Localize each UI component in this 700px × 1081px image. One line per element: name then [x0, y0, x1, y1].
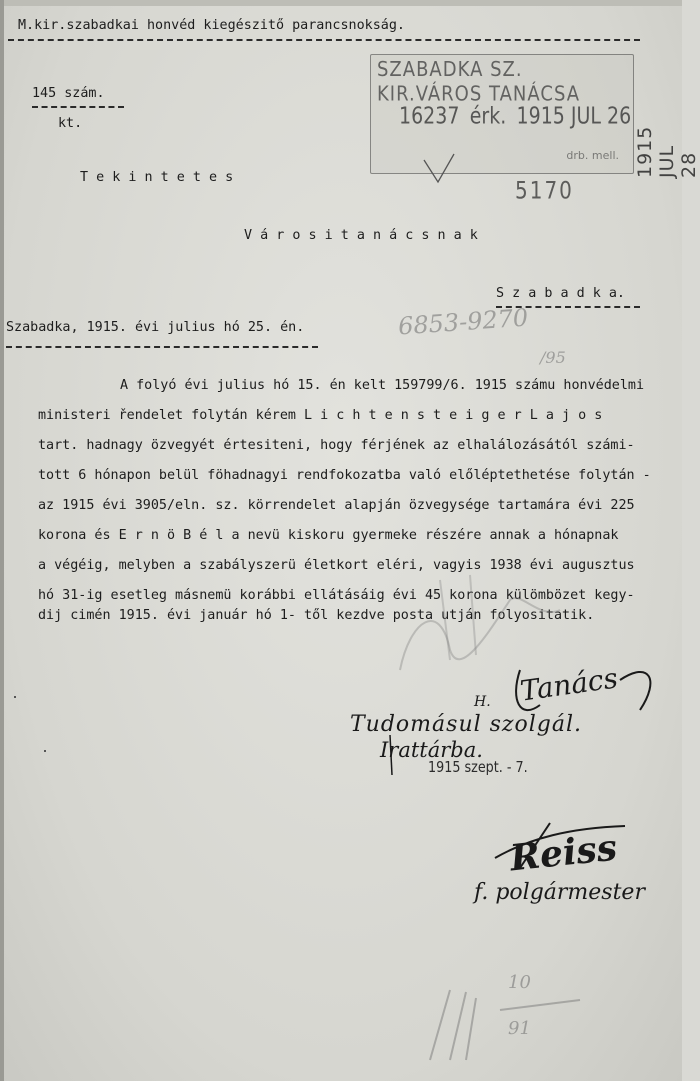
handwritten-mark: H.: [474, 694, 491, 710]
recipient: V á r o s i t a n á c s n a k: [244, 228, 478, 243]
reference-rule: [32, 106, 124, 108]
body-line: a végéig, melyben a szabályszerü életkort eléri, vagyis 1938 évi augusztus: [38, 558, 635, 573]
handwritten-archive: Irattárba.: [380, 738, 483, 762]
dateline: Szabadka, 1915. évi julius hó 25. én.: [6, 320, 305, 335]
vertical-date-stamp: 1915 JUL 28: [634, 125, 700, 178]
header-rule: [8, 39, 640, 41]
pencil-reference: 6853-9270: [397, 303, 530, 341]
speck: [44, 750, 46, 752]
salutation: T e k i n t e t e s: [80, 170, 234, 185]
reference-number: 145 szám.: [32, 86, 105, 101]
letterhead-org: M.kir.szabadkai honvéd kiegészitő parancsnokság.: [18, 18, 405, 33]
stamp-annex: drb. mell.: [566, 149, 619, 162]
check-mark-icon: [420, 150, 460, 186]
body-line: tart. hadnagy özvegyét értesiteni, hogy férjének az elhalálozásától számi-: [38, 438, 635, 453]
pencil-number-bottom: 91: [508, 1018, 531, 1039]
stamp-second-number: 5170: [515, 175, 574, 205]
body-line: dij cimén 1915. évi január hó 1- től kezdve posta utján folyositatik.: [38, 608, 595, 623]
stamp-date: 1915 JUL 26: [516, 103, 632, 130]
signature-flourish: [490, 818, 630, 878]
body-line: az 1915 évi 3905/eln. sz. körrendelet alapján özvegysége tartamára évi 225: [38, 498, 635, 513]
stamp-number: 16237: [399, 103, 460, 130]
body-line: A folyó évi julius hó 15. én kelt 159799/6. 1915 számu honvédelmi: [120, 378, 645, 393]
speck: [14, 696, 16, 698]
stamp-number-row: [399, 96, 631, 132]
signature: Reiss: [508, 826, 619, 880]
dateline-rule: [6, 346, 318, 348]
stamp-received-label: érk.: [469, 103, 507, 130]
scan-top-edge: [0, 0, 682, 6]
reference-sub: kt.: [58, 116, 83, 131]
body-line: tott 6 hónapon belül föhadnagyi rendfokozatba való előléptethetése folytán -: [38, 468, 651, 483]
body-line: hó 31-ig esetleg másnemü korábbi ellátásáig évi 45 korona külömbözet kegy-: [38, 588, 635, 603]
registry-stamp: [370, 54, 634, 174]
body-line: ministeri řendelet folytán kérem L i c h t e n s t e i g e r L a j o s: [38, 408, 603, 423]
city: S z a b a d k a.: [496, 286, 625, 301]
date-stamp: 1915 szept. - 7.: [428, 758, 528, 776]
scan-left-edge: [0, 0, 4, 1081]
pencil-fraction: /95: [540, 348, 566, 367]
stamp-title: SZABADKA SZ. KIR.VÁROS TANÁCSA: [377, 57, 581, 107]
handwritten-hook: [380, 730, 420, 780]
handwritten-tanacs: Tanács: [518, 661, 620, 708]
body-line: korona és E r n ö B é l a nevü kiskoru gyermeke részére annak a hónapnak: [38, 528, 619, 543]
handwritten-acknowledge: Tudomásul szolgál.: [350, 712, 583, 737]
pencil-bottom-scrawl: [410, 980, 610, 1070]
pencil-number-top: 10: [508, 972, 531, 993]
signatory-title: f. polgármester: [474, 880, 645, 905]
